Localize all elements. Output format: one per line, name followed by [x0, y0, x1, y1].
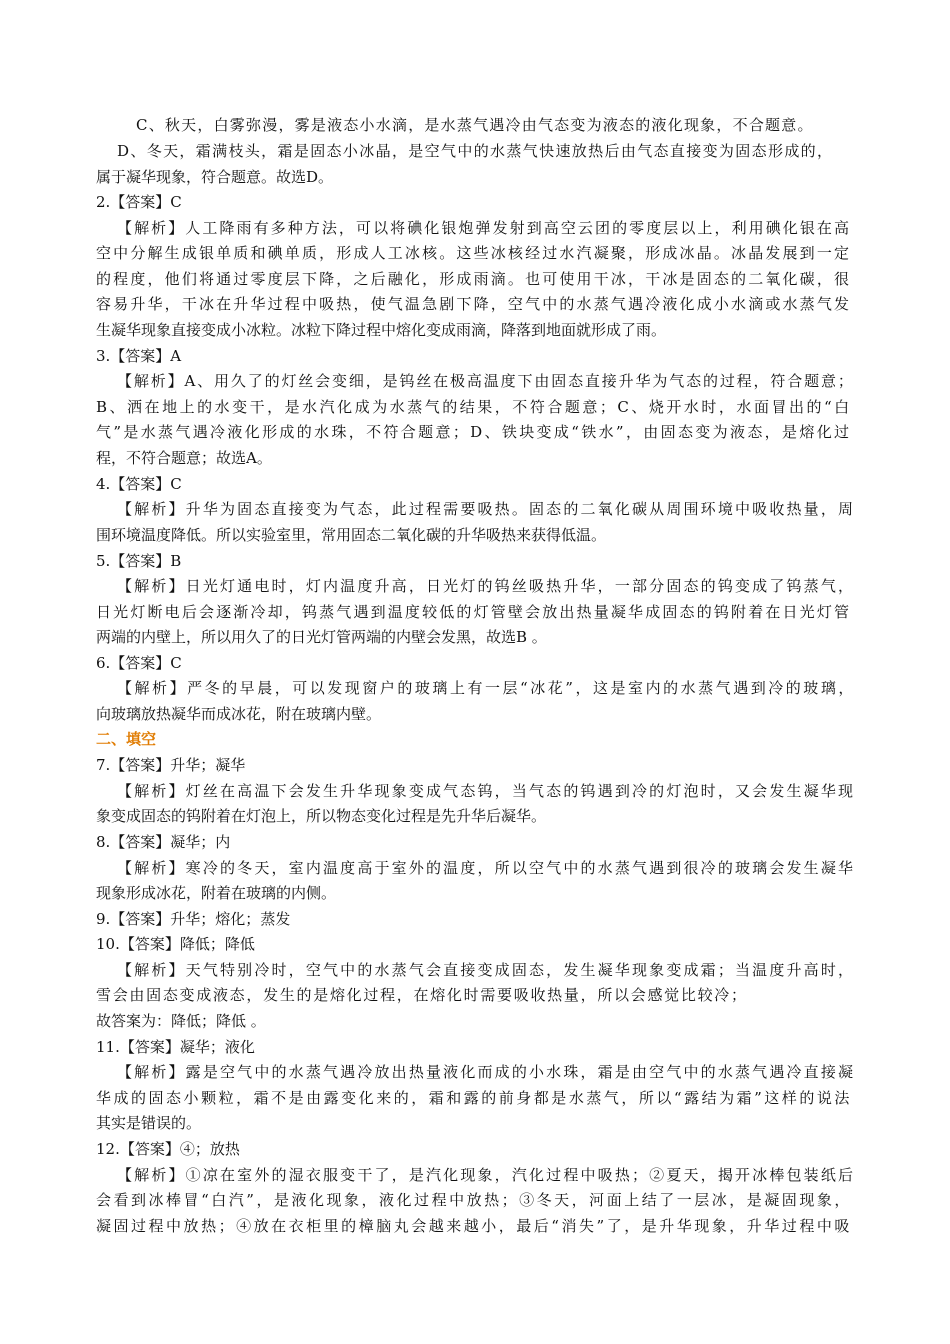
- text-line: 【解析】①凉在室外的湿衣服变干了，是汽化现象，汽化过程中吸热；②夏天，揭开冰棒包装纸后: [117, 1166, 856, 1184]
- text-line: 容易升华，干冰在升华过程中吸热，使气温急剧下降，空气中的水蒸气遇冷液化成小水滴或水蒸气发: [96, 295, 852, 313]
- text-line: 空中分解生成银单质和碘单质，形成人工冰核。这些冰核经过水汽凝聚，形成冰晶。冰晶发展到一定: [96, 244, 852, 262]
- text-line: 【解析】天气特别冷时，空气中的水蒸气会直接变成固态，发生凝华现象变成霜；当温度升高时，: [117, 961, 856, 979]
- text-line: C、秋天，白雾弥漫，雾是液态小水滴，是水蒸气遇冷由气态变为液态的液化现象，不合题意。: [136, 116, 814, 134]
- text-line: 12.【答案】④；放热: [96, 1140, 240, 1158]
- text-line: 4.【答案】C: [96, 475, 182, 493]
- text-line: 现象形成冰花，附着在玻璃的内侧。: [96, 884, 337, 902]
- text-line: 象变成固态的钨附着在灯泡上，所以物态变化过程是先升华后凝华。: [96, 807, 547, 825]
- text-line: 雪会由固态变成液态，发生的是熔化过程，在熔化时需要吸收热量，所以会感觉比较冷；: [96, 986, 748, 1004]
- text-line: 【解析】人工降雨有多种方法，可以将碘化银炮弹发射到高空云团的零度层以上，利用碘化银在高: [117, 219, 852, 237]
- text-line: 8.【答案】凝华；内: [96, 833, 231, 851]
- text-line: 凝固过程中放热；④放在衣柜里的樟脑丸会越来越小，最后“消失”了，是升华现象，升华过程中吸: [96, 1217, 852, 1235]
- text-line: 围环境温度降低。所以实验室里，常用固态二氧化碳的升华吸热来获得低温。: [96, 526, 607, 544]
- text-line: 2.【答案】C: [96, 193, 182, 211]
- section-heading: 二、填空: [96, 730, 157, 748]
- text-line: 【解析】灯丝在高温下会发生升华现象变成气态钨，当气态的钨遇到冷的灯泡时，又会发生凝华现: [117, 782, 856, 800]
- text-line: 【解析】寒冷的冬天，室内温度高于室外的温度，所以空气中的水蒸气遇到很冷的玻璃会发生凝华: [117, 859, 856, 877]
- text-line: 【解析】升华为固态直接变为气态，此过程需要吸热。固态的二氧化碳从周围环境中吸收热量，周: [117, 500, 856, 518]
- text-line: 3.【答案】A: [96, 347, 182, 365]
- text-line: 【解析】A、用久了的灯丝会变细，是钨丝在极高温度下由固态直接升华为气态的过程，符合题意；: [117, 372, 855, 390]
- text-line: 10.【答案】降低；降低: [96, 935, 255, 953]
- text-line: 日光灯断电后会逐渐冷却，钨蒸气遇到温度较低的灯管壁会放出热量凝华成固态的钨附着在日光灯管: [96, 603, 852, 621]
- text-line: 【解析】日光灯通电时，灯内温度升高，日光灯的钨丝吸热升华，一部分固态的钨变成了钨蒸气，: [117, 577, 856, 595]
- text-line: D、冬天，霜满枝头，霜是固态小冰晶，是空气中的水蒸气快速放热后由气态直接变为固态形成的，: [117, 142, 834, 160]
- text-line: 属于凝华现象，符合题意。故选D。: [96, 168, 334, 186]
- text-line: 5.【答案】B: [96, 552, 182, 570]
- text-line: 故答案为：降低；降低 。: [96, 1012, 266, 1030]
- text-line: 7.【答案】升华；凝华: [96, 756, 246, 774]
- text-line: 华成的固态小颗粒，霜不是由露变化来的，霜和露的前身都是水蒸气，所以“露结为霜”这样的说法: [96, 1089, 852, 1107]
- text-line: 程，不符合题意；故选A。: [96, 449, 272, 467]
- text-line: 【解析】严冬的早晨，可以发现窗户的玻璃上有一层“冰花”，这是室内的水蒸气遇到冷的玻璃，: [117, 679, 856, 697]
- text-line: 6.【答案】C: [96, 654, 182, 672]
- text-line: 向玻璃放热凝华而成冰花，附在玻璃内壁。: [96, 705, 382, 723]
- text-line: 11.【答案】凝华；液化: [96, 1038, 255, 1056]
- text-line: 生凝华现象直接变成小冰粒。冰粒下降过程中熔化变成雨滴，降落到地面就形成了雨。: [96, 321, 667, 339]
- text-line: 其实是错误的。: [96, 1114, 202, 1132]
- text-line: 会看到冰棒冒“白汽”，是液化现象，液化过程中放热；③冬天，河面上结了一层冰，是凝固现象，: [96, 1191, 852, 1209]
- text-line: 两端的内壁上，所以用久了的日光灯管两端的内壁会发黑，故选B 。: [96, 628, 547, 646]
- text-line: 气”是水蒸气遇冷液化形成的水珠，不符合题意；D、铁块变成“铁水”，由固态变为液态，是熔化过: [96, 423, 852, 441]
- text-line: 的程度，他们将通过零度层下降，之后融化，形成雨滴。也可使用干冰，干冰是固态的二氧化碳，很: [96, 270, 852, 288]
- text-line: 【解析】露是空气中的水蒸气遇冷放出热量液化而成的小水珠，霜是由空气中的水蒸气遇冷直接凝: [117, 1063, 856, 1081]
- text-line: 9.【答案】升华；熔化；蒸发: [96, 910, 291, 928]
- text-line: B、洒在地上的水变干，是水汽化成为水蒸气的结果，不符合题意；C、烧开水时，水面冒出的“白: [96, 398, 852, 416]
